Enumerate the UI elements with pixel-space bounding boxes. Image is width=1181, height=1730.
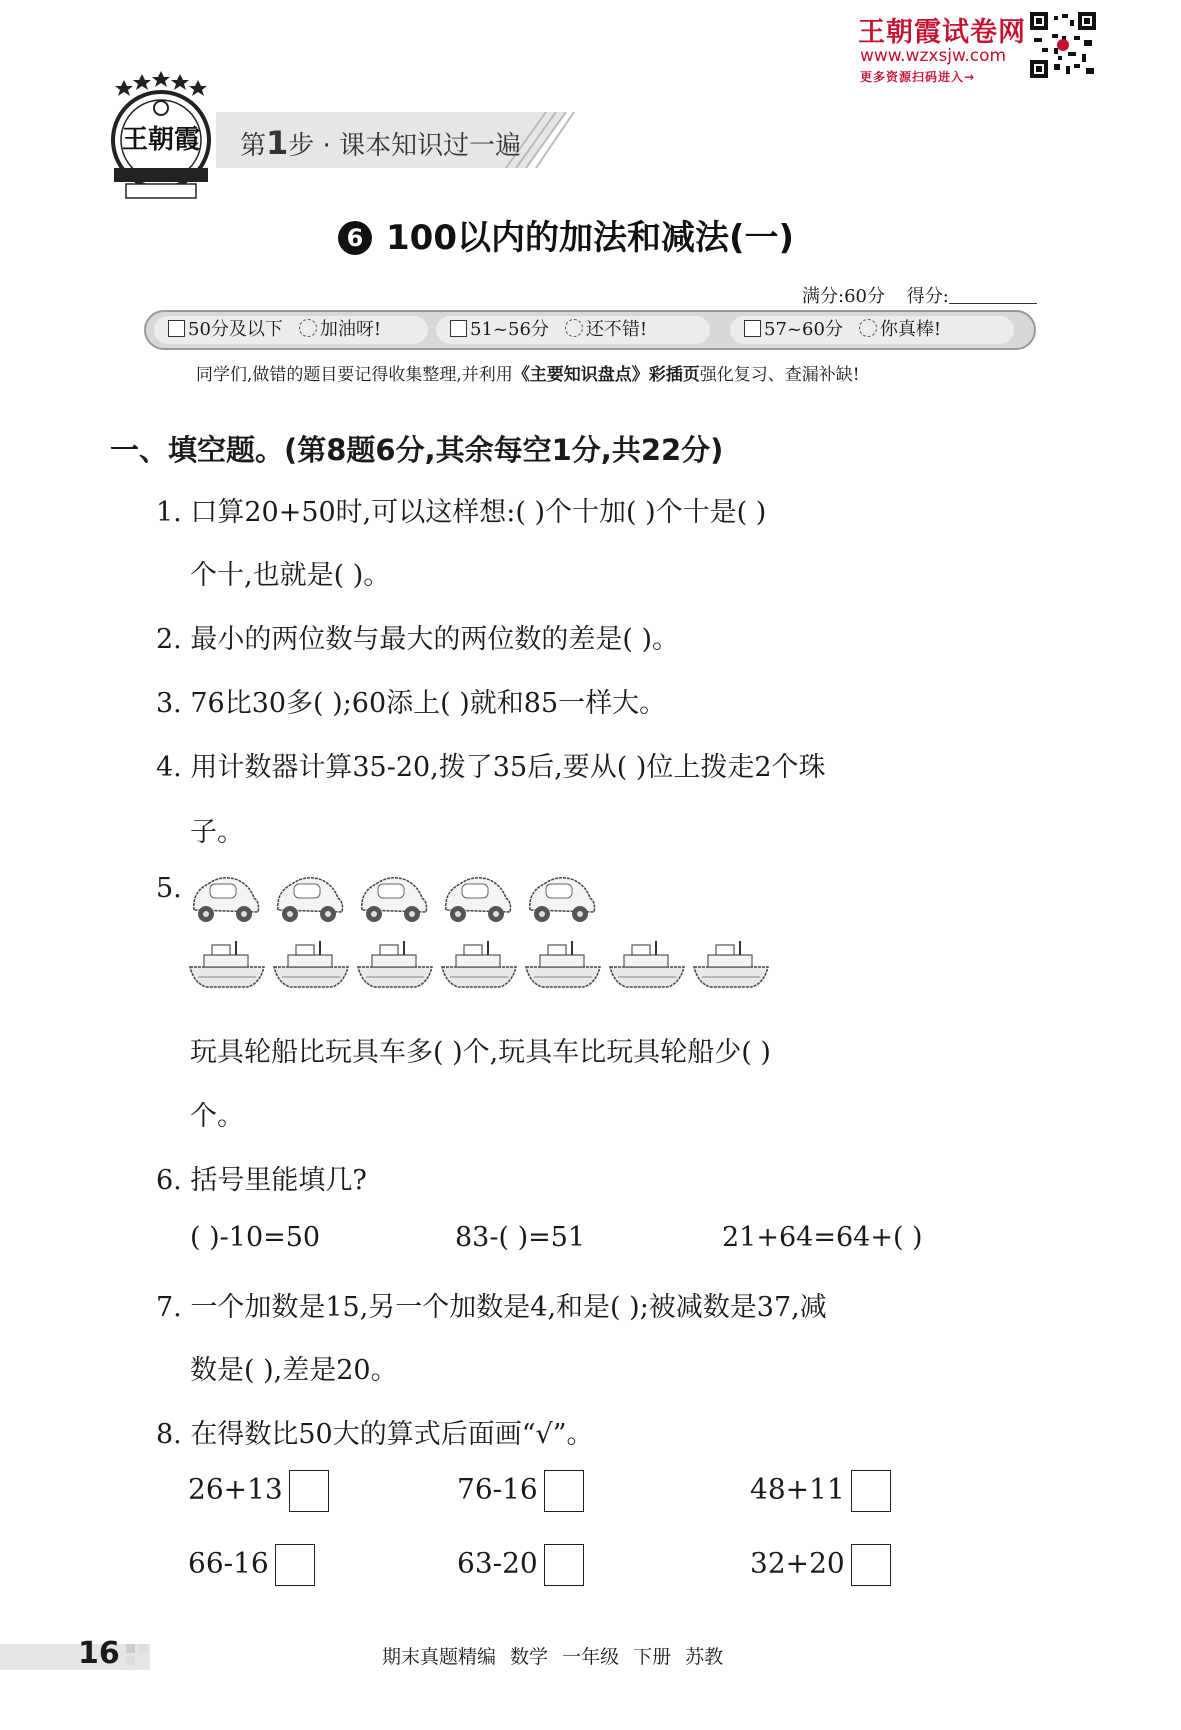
rating-item-low: 50分及以下 加油呀! (154, 316, 428, 344)
toy-car-icon (278, 878, 343, 922)
answer-box[interactable] (289, 1470, 329, 1512)
score-blank[interactable] (949, 285, 1037, 304)
toy-car-icon (446, 878, 511, 922)
score-label: 得分: (906, 286, 949, 307)
footer-text: 期末真题精编 数学 一年级 下册 苏教 (382, 1646, 724, 1668)
question-7-line-1: 7. 一个加数是15,另一个加数是4,和是( );被减数是37,减 (156, 1292, 827, 1323)
brand-url[interactable]: www.wzxsjw.com (860, 46, 1007, 66)
answer-box[interactable] (544, 1470, 584, 1512)
question-8: 8. 在得数比50大的算式后面画“√”。 (156, 1419, 594, 1450)
question-5-line-1: 玩具轮船比玩具车多( )个,玩具车比玩具轮船少( ) (190, 1037, 771, 1068)
question-4-line-1: 4. 用计数器计算35-20,拨了35后,要从( )位上拨走2个珠 (156, 752, 826, 783)
question-2: 2. 最小的两位数与最大的两位数的差是( )。 (156, 624, 679, 655)
brand-header (858, 10, 1138, 82)
brand-scan-text: 更多资源扫码进入→ (860, 70, 976, 84)
question-6-a: ( )-10=50 (190, 1222, 321, 1253)
question-4-line-2: 子。 (190, 817, 244, 848)
face-icon (859, 319, 877, 337)
full-score: 满分:60分 (802, 286, 885, 307)
question-3: 3. 76比30多( );60添上( )就和85一样大。 (156, 688, 667, 719)
rating-checkbox[interactable] (450, 320, 467, 337)
toy-boat-icon (274, 941, 348, 987)
calc-item: 63-20 (457, 1544, 584, 1586)
toy-boat-icon (610, 941, 684, 987)
section-heading: 一、填空题。(第8题6分,其余每空1分,共22分) (110, 433, 724, 467)
question-6-b: 83-( )=51 (455, 1222, 586, 1253)
question-1-line-2: 个十,也就是( )。 (190, 560, 391, 591)
toy-boat-icon (190, 941, 264, 987)
calc-item: 32+20 (750, 1544, 891, 1586)
question-5-number: 5. (156, 873, 182, 904)
study-note: 同学们,做错的题目要记得收集整理,并利用《主要知识盘点》彩插页强化复习、查漏补缺! (196, 365, 860, 385)
toy-boats (188, 935, 778, 995)
rating-bar (144, 310, 1036, 350)
chapter-number-badge: 6 (338, 221, 372, 255)
calc-item: 66-16 (188, 1544, 315, 1586)
score-line (802, 282, 1037, 308)
answer-box[interactable] (544, 1544, 584, 1586)
calc-item: 26+13 (188, 1470, 329, 1512)
wangzhaoxia-logo-icon (106, 70, 216, 205)
rating-item-mid: 51~56分 还不错! (436, 316, 710, 344)
question-1-line-1: 1. 口算20+50时,可以这样想:( )个十加( )个十是( ) (156, 497, 767, 528)
toy-car-icon (362, 878, 427, 922)
toy-boat-icon (694, 941, 768, 987)
answer-box[interactable] (851, 1544, 891, 1586)
question-6-c: 21+64=64+( ) (722, 1222, 923, 1253)
face-icon (299, 319, 317, 337)
question-5-line-2: 个。 (190, 1101, 244, 1132)
svg-text:王朝霞: 王朝霞 (121, 125, 201, 155)
brand-name: 王朝霞试卷网 (858, 17, 1026, 48)
footer-decoration (126, 1644, 148, 1666)
face-icon (565, 319, 583, 337)
rating-checkbox[interactable] (168, 320, 185, 337)
question-7-line-2: 数是( ),差是20。 (190, 1355, 398, 1386)
rating-checkbox[interactable] (744, 320, 761, 337)
step-banner (216, 112, 576, 168)
toy-car-icon (194, 878, 259, 922)
calc-item: 76-16 (457, 1470, 584, 1512)
toy-boat-icon (442, 941, 516, 987)
qr-code-icon[interactable] (1030, 12, 1096, 78)
page-number: 16 (78, 1636, 120, 1671)
question-6: 6. 括号里能填几? (156, 1165, 367, 1196)
answer-box[interactable] (275, 1544, 315, 1586)
step-label: 第1步 · 课本知识过一遍 (240, 124, 522, 162)
rating-item-high: 57~60分 你真棒! (730, 316, 1014, 344)
calc-item: 48+11 (750, 1470, 891, 1512)
page-title (338, 210, 794, 260)
toy-cars (188, 870, 608, 930)
title-text: 100以内的加法和减法(一) (386, 218, 795, 258)
toy-car-icon (530, 878, 595, 922)
toy-boat-icon (358, 941, 432, 987)
answer-box[interactable] (851, 1470, 891, 1512)
toy-boat-icon (526, 941, 600, 987)
